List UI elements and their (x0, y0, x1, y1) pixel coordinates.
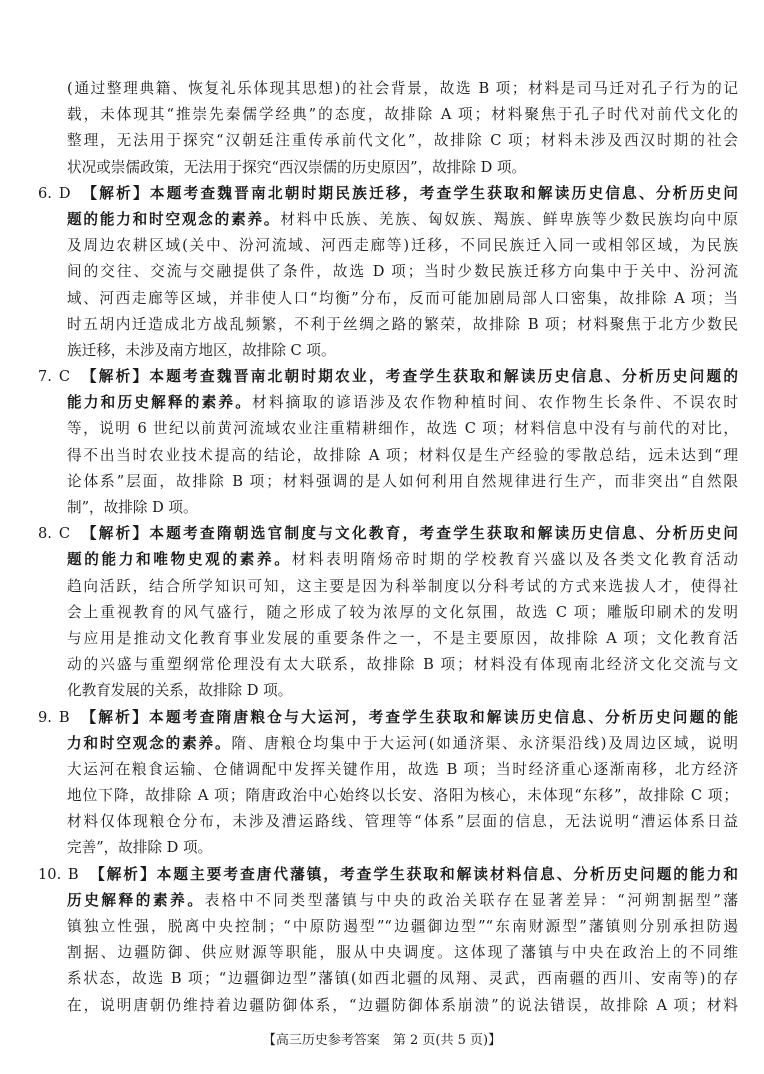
text-segment: 镇独立性强，脱离中央控制；“中原防遏型”“边疆御边型”“东南财源型”藩镇则分别承担防遏 (67, 918, 738, 935)
text-line (38, 626, 738, 652)
text-line (38, 416, 738, 442)
bold-text-segment: 历史解释的素养。 (67, 891, 205, 909)
bold-text-segment: 力和时空观念的素养。 (67, 734, 232, 752)
text-segment: 10. B (38, 865, 98, 883)
text-segment: 及周边农耕区域(关中、汾河流域、河西走廊等)迁移，不同民族迁入同一或相邻区域，为民族 (67, 237, 738, 255)
text-line (38, 914, 738, 940)
text-line (38, 809, 738, 835)
text-segment: 时五胡内迁造成北方战乱频繁，不利于丝绸之路的繁荣，故排除 B 项；材料聚焦于北方少数民 (67, 315, 738, 333)
text-line (38, 705, 738, 731)
text-segment: 会上重视教育的风气盛行，随之形成了较为浓厚的文化氛围，故选 C 项；雕版印刷术的发明 (67, 603, 738, 621)
text-segment: 完善”，故排除 D 项。 (67, 839, 213, 857)
answer-text-body (38, 76, 738, 1019)
bold-text-segment: 【解析】本题考查隋唐粮仓与大运河，考查学生获取和解读历史信息、分析历史问题的能 (88, 708, 738, 726)
text-line (38, 678, 738, 704)
text-line (38, 993, 738, 1019)
text-segment: 6. D (38, 184, 90, 202)
text-segment: 趋向活跃，结合所学知识可知，这主要是因为科举制度以分科考试的方式来选拔人才，使得社 (67, 577, 738, 595)
text-line (38, 443, 738, 469)
text-line (38, 495, 738, 521)
text-segment: 状况或崇儒政策，无法用于探究“西汉崇儒的历史原因”，故排除 D 项。 (67, 158, 527, 176)
text-line (38, 966, 738, 992)
text-segment: 8. C (38, 525, 90, 543)
text-line (38, 102, 738, 128)
text-line (38, 783, 738, 809)
text-segment: 间的交往、交流与交融提供了条件，故选 D 项；当时少数民族迁移方向集中于关中、汾河流 (67, 263, 738, 281)
text-segment: 在，说明唐朝仍维持着边疆防御体系，“边疆防御体系崩溃”的说法错误，故排除 A 项；材料 (67, 996, 738, 1014)
text-line (38, 862, 738, 888)
text-line (38, 128, 738, 154)
bold-text-segment: 题的能力和时空观念的素养。 (67, 210, 281, 228)
text-line (38, 469, 738, 495)
text-segment: 9. B (38, 708, 89, 726)
text-segment: 系状态，故选 B 项；“边疆御边型”藩镇(如西北疆的凤翔、灵武，西南疆的西川、安南等)的存 (67, 970, 738, 988)
text-line (38, 731, 738, 757)
text-line (38, 207, 738, 233)
text-line (38, 600, 738, 626)
text-segment: 与应用是推动文化教育事业发展的重要条件之一，不是主要原因，故排除 A 项；文化教育活 (67, 629, 738, 647)
text-segment: 大运河在粮食运输、仓储调配中发挥关键作用，故选 B 项；当时经济重心逐渐南移，北方经济 (67, 760, 738, 778)
bold-text-segment: 【解析】本题考查魏晋南北朝时期民族迁移，考查学生获取和解读历史信息、分析历史问 (89, 184, 738, 202)
text-line (38, 757, 738, 783)
text-line (38, 652, 738, 678)
text-segment: 制”，故排除 D 项。 (67, 499, 198, 516)
text-segment: 动的兴盛与重塑纲常伦理没有太大联系，故排除 B 项；材料没有体现南北经济文化交流与文 (67, 656, 738, 674)
text-segment: 材料仅体现粮仓分布，未涉及漕运路线、管理等“体系”层面的信息，无法说明“漕运体系日益 (67, 813, 738, 831)
text-line (38, 312, 738, 338)
text-line (38, 888, 738, 914)
text-line (38, 574, 738, 600)
text-line (38, 155, 738, 181)
text-segment: 整理，无法用于探究“汉朝廷注重传承前代文化”，故排除 C 项；材料未涉及西汉时期的社会 (67, 132, 738, 150)
bold-text-segment: 【解析】本题主要考查唐代藩镇，考查学生获取和解读材料信息、分析历史问题的能力和 (97, 865, 738, 883)
bold-text-segment: 【解析】本题考查隋朝选官制度与文化教育，考查学生获取和解读历史信息、分析历史问 (89, 525, 738, 543)
text-segment: 材料中氐族、羌族、匈奴族、羯族、鲜卑族等少数民族均向中原 (280, 210, 738, 228)
text-segment: 材料摘取的谚语涉及农作物种植时间、农作物生长条件、不误农时 (252, 394, 738, 412)
text-line (38, 940, 738, 966)
text-line (38, 286, 738, 312)
text-segment: 表格中不同类型藩镇与中央的政治关联存在显著差异：“河朔割据型”藩 (204, 891, 738, 909)
text-segment: 隋、唐粮仓均集中于大运河(如通济渠、永济渠沿线)及周边区域，说明 (231, 734, 738, 752)
text-segment: 7. C (38, 368, 90, 386)
bold-text-segment: 【解析】本题考查魏晋南北朝时期农业，考查学生获取和解读历史信息、分析历史问题的 (89, 368, 738, 386)
text-line (38, 364, 738, 390)
text-segment: 割据、边疆防御、供应财源等职能，服从中央调度。这体现了藩镇与中央在政治上的不同维 (67, 944, 738, 962)
text-segment: (通过整理典籍、恢复礼乐体现其思想)的社会背景，故选 B 项；材料是司马迁对孔子行为的记 (67, 80, 738, 97)
bold-text-segment: 题的能力和唯物史观的素养。 (67, 551, 292, 569)
text-line (38, 835, 738, 861)
text-line (38, 181, 738, 207)
text-segment: 材料表明隋炀帝时期的学校教育兴盛以及各类文化教育活动 (291, 551, 738, 569)
text-line (38, 547, 738, 573)
text-segment: 得不出当时农业技术提高的结论，故排除 A 项；材料仅是生产经验的零散总结，远未达到“理 (67, 446, 738, 464)
text-segment: 论体系”层面，故排除 B 项；材料强调的是人如何利用自然规律进行生产，而非突出“自然限 (67, 472, 738, 490)
text-line (38, 390, 738, 416)
text-line (38, 521, 738, 547)
text-segment: 化教育发展的关系，故排除 D 项。 (67, 682, 293, 700)
page-footer: 【高三历史参考答案 第 2 页(共 5 页)】 (262, 1033, 502, 1048)
text-segment: 族迁移，未涉及南方地区，故排除 C 项。 (67, 341, 336, 359)
text-segment: 载，未体现其“推崇先秦儒学经典”的态度，故排除 A 项；材料聚焦于孔子时代对前代文化的 (67, 106, 738, 124)
text-line (38, 233, 738, 259)
text-line (38, 76, 738, 102)
text-line (38, 259, 738, 285)
text-segment: 地位下降，故排除 A 项；隋唐政治中心始终以长安、洛阳为核心，未体现“东移”，故排除 C 项； (67, 787, 738, 805)
text-line (38, 338, 738, 364)
text-segment: 域、河西走廊等区域，并非使人口“均衡”分布，反而可能加剧局部人口密集，故排除 A 项；当 (67, 289, 738, 307)
text-segment: 等，说明 6 世纪以前黄河流域农业注重精耕细作，故选 C 项；材料信息中没有与前代的对比， (67, 420, 738, 438)
bold-text-segment: 能力和历史解释的素养。 (67, 394, 253, 412)
